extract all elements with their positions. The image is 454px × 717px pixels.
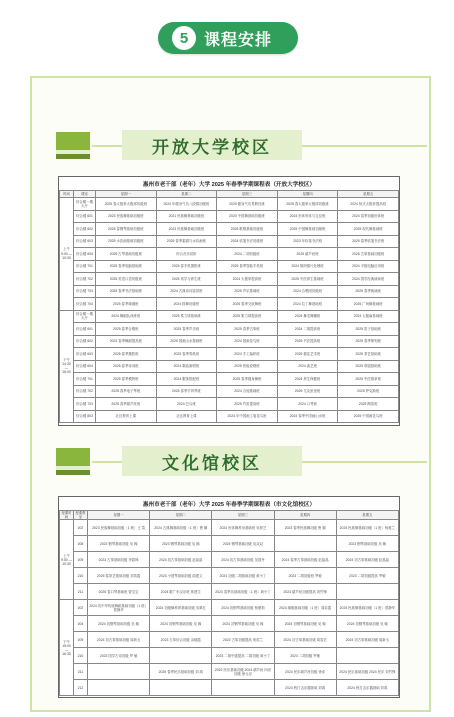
- book-icon: [56, 448, 92, 478]
- room-cell: 综合楼一楼大厅: [74, 198, 96, 211]
- table-header-row: [60, 191, 399, 198]
- course-cell: 2024 民乐基础初级 2024 民乐 刘竹锋: [336, 664, 398, 680]
- room-cell: 综合楼 602: [74, 335, 96, 348]
- book-icon: [56, 132, 92, 162]
- room-cell: 211: [74, 664, 88, 680]
- header-cell: 授课时间: [61, 511, 72, 520]
- header-cell: 星期二: [156, 191, 217, 198]
- course-cell: 2025 现代舞基础班: [338, 223, 399, 236]
- course-cell: 2023 二胡中级提高 二胡初级 黄小丁: [212, 648, 274, 664]
- course-cell: 2025 春口琴基础班 曾宝宝: [88, 584, 150, 600]
- course-cell: 2023 二胡初级提高 罗敏: [336, 568, 398, 584]
- table-row: [60, 680, 399, 696]
- table-row: [60, 616, 399, 632]
- course-cell: 2025 春季智能手机班: [217, 260, 278, 273]
- course-cell: 2025 春季健身操班: [217, 373, 278, 386]
- course-cell: 2023 古筝综合初级 余晓霞: [150, 632, 212, 648]
- room-cell: 综合楼 703: [74, 285, 96, 298]
- header-cell: 星期四: [274, 511, 336, 520]
- course-cell: 2024 形体舞养身基础班 吴树芝: [212, 520, 274, 536]
- course-cell: 2024 吉他基础班: [217, 385, 278, 398]
- section-number: 5: [172, 26, 196, 50]
- course-cell: 2025 中国舞基础初级班: [277, 223, 338, 236]
- course-cell: 2024 太极扇基础班: [338, 310, 399, 323]
- course-cell: 2025 春季电脑基础班: [96, 260, 157, 273]
- course-cell: 2025 广场舞基础班: [338, 298, 399, 311]
- course-cell: 2025 春茶艺基础初级 刘英霞: [88, 568, 150, 584]
- course-cell: 2024 初级舞养养基础初级 吴翠红: [150, 600, 212, 616]
- course-cell: 2024 民族舞基础初级（1 班）曾静华: [336, 600, 398, 616]
- room-cell: 综合楼一楼大厅: [74, 310, 96, 323]
- course-cell: 2023 钢琴基础初级 吴 翰: [88, 536, 150, 552]
- course-cell: 2024 拉丁舞基础班: [277, 298, 338, 311]
- room-cell: 211: [74, 584, 88, 600]
- table-row: [60, 360, 399, 373]
- course-cell: 2025 尤克里里班: [277, 385, 338, 398]
- course-cell: 2023 二胡初级班 罗敏: [274, 568, 336, 584]
- room-cell: 202: [74, 520, 88, 536]
- course-cell: 2021 民族舞基础初级班: [156, 210, 217, 223]
- header-cell: 星期三: [212, 511, 274, 520]
- course-cell: 2024 形体形体与礼仪班: [277, 210, 338, 223]
- course-cell: 2024 排舞初级班: [156, 298, 217, 311]
- course-cell: 2025 春季葫芦丝班: [96, 398, 157, 411]
- course-cell: 2024 国画花鸟班: [217, 335, 278, 348]
- course-cell: 2025 春季交谊舞班: [217, 298, 278, 311]
- course-cell: 2025 春季素描与水彩画班: [156, 235, 217, 248]
- course-cell: 2024 初钢琴基础初级 吴 翰: [274, 616, 336, 632]
- section-number-pill: [158, 22, 298, 54]
- course-cell: 2025 中医养生基础班: [277, 273, 338, 286]
- room-cell: 212: [74, 680, 88, 696]
- course-cell: 2024 歌广东汉乐班 郭建生: [150, 584, 212, 600]
- course-cell: 2025 中国画花鸟班: [338, 410, 399, 423]
- table-row: [60, 335, 399, 348]
- table-row: [60, 398, 399, 411]
- room-cell: 综合楼 704: [74, 298, 96, 311]
- table-row: [60, 248, 399, 261]
- course-cell: 2020 中国舞基础初级班: [217, 210, 278, 223]
- course-cell: 2025 竹笛提高班: [217, 398, 278, 411]
- course-cell: 2024 初古筝基础初级 周新玉: [336, 632, 398, 648]
- course-cell: 2023 葫芦丝初级提高 刘竹锋: [274, 584, 336, 600]
- course-cell: 2025 柔力球基础班: [156, 310, 217, 323]
- course-cell: 2024 春季初级形体班: [338, 210, 399, 223]
- course-cell: 2025 春季摄影班: [96, 348, 157, 361]
- room-cell: 综合楼 601: [74, 323, 96, 336]
- room-cell: 202: [74, 600, 88, 616]
- room-cell: 204: [74, 616, 88, 632]
- room-cell: 综合楼 702: [74, 273, 96, 286]
- course-cell: 2024 歌曲演唱班: [156, 360, 217, 373]
- room-cell: 210: [74, 568, 88, 584]
- room-cell: 综合楼 803: [74, 410, 96, 423]
- table-title: 惠州市老干部（老年）大学 2025 年春季学期课程表（市文化馆校区）: [142, 502, 316, 508]
- course-cell: 2024 舞蹈队训练班: [96, 310, 157, 323]
- course-cell: 2025 插花艺术班: [277, 348, 338, 361]
- period-cell: 下午 15:00 — 16:30: [60, 600, 74, 696]
- table-row: [60, 410, 399, 423]
- course-cell: 2024 数码照片处理班: [277, 260, 338, 273]
- room-cell: 综合楼 702: [74, 385, 96, 398]
- course-cell: 2024 舞龙舞狮班: [277, 310, 338, 323]
- course-cell: 2024 手工编织班: [217, 348, 278, 361]
- table-row: [60, 520, 399, 536]
- course-cell: 2024 二胡提高班: [277, 323, 338, 336]
- schedule-table-cultural-center: [58, 496, 400, 698]
- course-cell: 2025 茶艺基础班: [338, 348, 399, 361]
- course-cell: 2023 古筝基础初级 李碧璋: [88, 552, 150, 568]
- course-cell: 2025 春季诗词班: [96, 360, 157, 373]
- course-cell: 2024 民乐葫芦丝初级 徐邓: [274, 664, 336, 680]
- course-cell: 2025 春太极拳太极球初级班: [277, 198, 338, 211]
- course-cell: [88, 664, 150, 680]
- course-cell: 2024 初级二胡基础初级 黄小丁: [212, 568, 274, 584]
- room-cell: 综合楼 604: [74, 248, 96, 261]
- table-row: [60, 210, 399, 223]
- course-cell: 2023 民族舞基础初级班: [156, 223, 217, 236]
- course-cell: 2024 秋打击乐器基础 刘鸿: [274, 680, 336, 696]
- header-cell: 星期五: [336, 511, 398, 520]
- table-row: [60, 323, 399, 336]
- header-cell: 课室: [74, 191, 96, 198]
- table-row: [60, 664, 399, 680]
- table-row: [60, 260, 399, 273]
- table-row: [60, 373, 399, 386]
- course-cell: 2024 平板电脑应用班: [338, 260, 399, 273]
- course-cell: 2024 初中华传统舞蹈基础初级（1 班）曾静华: [88, 600, 150, 616]
- table-row: [60, 310, 399, 323]
- course-cell: 2025 陶笛班: [338, 398, 399, 411]
- course-cell: 2025 葫芦丝班: [277, 248, 338, 261]
- course-cell: 2025 国画山水基础班: [156, 335, 217, 348]
- course-cell: 2023 春季民族舞初级 鲁 顺: [274, 520, 336, 536]
- course-cell: 2025 春季民乐基础初级 刘 鸿: [150, 664, 212, 680]
- course-cell: 2025 英语口语初级班: [96, 273, 157, 286]
- table-row: [60, 198, 399, 211]
- room-cell: 综合楼 601: [74, 210, 96, 223]
- table-row: [60, 568, 399, 584]
- table-row: [60, 600, 399, 616]
- header-cell: 星期三: [217, 191, 278, 198]
- table-row: [60, 298, 399, 311]
- course-cell: 2025 歌唱基础初级班: [217, 223, 278, 236]
- course-cell: 2024 钢琴基础初级 吴双双: [212, 536, 274, 552]
- table-row: [60, 235, 399, 248]
- schedule-table-open-university: [58, 176, 400, 426]
- course-cell: 2023 二胡初级 罗敏: [274, 648, 336, 664]
- period-cell: 上午 9:00 — 10:30: [60, 520, 74, 600]
- period-cell: 下午 14:30 — 16:00: [60, 310, 74, 423]
- course-cell: 2025 书法提高班: [277, 335, 338, 348]
- course-cell: [150, 680, 212, 696]
- course-cell: 2024 养生保健班: [277, 373, 338, 386]
- course-cell: 综合音乐赏析: [156, 248, 217, 261]
- course-cell: 2023 国学古诗初级 罗 敏: [88, 648, 150, 664]
- room-cell: 综合楼 603: [74, 348, 96, 361]
- course-cell: 2025 健身气功易筋经班: [217, 198, 278, 211]
- course-cell: 2025 粤剧基础班: [338, 360, 399, 373]
- page-title: 课程安排: [204, 31, 273, 49]
- course-cell: 2024 初古筝基础初级 周新玉: [88, 632, 150, 648]
- course-cell: [336, 584, 398, 600]
- course-cell: 2024 杨式太极拳提高班: [338, 198, 399, 211]
- table-row: [60, 223, 399, 236]
- course-cell: 2025 笛子基础班: [338, 323, 399, 336]
- course-cell: 2024 民族舞基础初级（1 班）杨惠兰: [336, 520, 398, 536]
- course-cell: 2025 春季模特班: [96, 373, 157, 386]
- course-cell: 2023 春季乐基础初级（1 班）黄小丁: [212, 584, 274, 600]
- course-cell: 2025 水彩画基础初级班: [96, 235, 157, 248]
- table-row: [60, 648, 399, 664]
- course-cell: 2024 春季古筝基础初级 赵晶晶: [274, 552, 336, 568]
- course-cell: 2024 古典舞基础初级（1 班）鲁 顺: [150, 520, 212, 536]
- course-cell: 2023 民族舞基础初级班: [96, 210, 157, 223]
- header-cell: 星期五: [338, 191, 399, 198]
- course-cell: 2024 年健身气功八段锦初级班: [156, 198, 217, 211]
- course-cell: [336, 648, 398, 664]
- table-row: [60, 273, 399, 286]
- course-cell: 2025 春钢琴基础初级班: [96, 223, 157, 236]
- course-cell: 2024 初古筝基础初级 周春芸: [274, 632, 336, 648]
- section-title-open-university: 开放大学校区: [122, 130, 302, 160]
- course-cell: [274, 536, 336, 552]
- course-cell: 2024 二胡初级班: [217, 248, 278, 261]
- course-cell: 2025 易学与养生班: [156, 273, 217, 286]
- section-title-cultural-center: 文化馆校区: [122, 446, 302, 476]
- course-cell: 2023 民族舞基础初级（1 班）王 荔: [88, 520, 150, 536]
- course-cell: 2024 初古筝基础初级 吴国丹: [212, 552, 274, 568]
- course-cell: [212, 680, 274, 696]
- course-cell: 2025 春季篆刻班: [338, 335, 399, 348]
- course-cell: 2024 合唱团初级班: [277, 285, 338, 298]
- table-title: 惠州市老干部（老年）大学 2025 年春季学期课程表（开放大学校区）: [142, 182, 316, 188]
- schedule-grid: [59, 190, 399, 423]
- course-cell: 2024 服饰搭配班: [156, 373, 217, 386]
- course-cell: 2024 初古筝基础初级 赵晶晶: [336, 552, 398, 568]
- course-cell: 2025 春季剪纸班: [156, 348, 217, 361]
- course-cell: 2025 萨克斯班: [338, 385, 399, 398]
- course-cell: 2025 春季手风琴班: [156, 385, 217, 398]
- table-body: [60, 520, 399, 696]
- table-row: [60, 385, 399, 398]
- course-cell: 2025 古筝基础初级班: [338, 248, 399, 261]
- header-cell: 星期四: [277, 191, 338, 198]
- room-cell: 综合楼 603: [74, 235, 96, 248]
- room-cell: 综合楼 604: [74, 360, 96, 373]
- room-cell: 208: [74, 536, 88, 552]
- table-row: [60, 584, 399, 600]
- table-header-row: [60, 511, 399, 520]
- course-cell: 2024 软笔书法初级班: [217, 235, 278, 248]
- course-cell: [150, 648, 212, 664]
- course-cell: [88, 680, 150, 696]
- course-cell: 2025 春季朗诵班: [338, 285, 399, 298]
- course-cell: 社区教育上课: [156, 410, 217, 423]
- course-cell: 2024 初钢琴基础初级 吴 翰: [212, 616, 274, 632]
- table-row: [60, 632, 399, 648]
- course-cell: 2024 太极拳提高班: [217, 273, 278, 286]
- course-cell: 2025 春手机摄影班: [156, 260, 217, 273]
- course-cell: 2024 瑜伽基础初级（1 班）周彩霞: [274, 600, 336, 616]
- header-cell: 星期一: [96, 191, 157, 198]
- course-cell: 2023 钢琴基础初级 吴 翰: [150, 536, 212, 552]
- table-row: [60, 552, 399, 568]
- table-row: [60, 536, 399, 552]
- schedule-grid: [59, 510, 399, 696]
- header-cell: 时间: [60, 191, 74, 198]
- course-cell: 2023 春季舞蹈提高班: [96, 335, 157, 348]
- course-cell: 2025 春季瑜伽班: [96, 298, 157, 311]
- course-cell: 2025 春季电子琴班: [96, 385, 157, 398]
- course-cell: 2023 年软笔书法班: [277, 235, 338, 248]
- course-cell: 2024 古典诗词鉴赏班: [156, 285, 217, 298]
- course-cell: 2023 小提琴基础初级 曲建文: [150, 568, 212, 584]
- course-cell: 2025 春季古筝班: [217, 323, 278, 336]
- course-cell: 2025 春季声乐班: [156, 323, 217, 336]
- room-cell: 综合楼 701: [74, 373, 96, 386]
- course-cell: 2025 声乐基础班: [217, 285, 278, 298]
- course-cell: 2025 春季软笔书法班: [338, 235, 399, 248]
- table-body: [60, 198, 399, 423]
- room-cell: 209: [74, 552, 88, 568]
- course-cell: 2024 春季中国画山水班: [277, 410, 338, 423]
- course-cell: 2024 秋打击乐器基础 刘鸿: [336, 680, 398, 696]
- course-cell: 2024 初钢琴基础初级 杨蕾莉: [212, 600, 274, 616]
- course-cell: 2023 钢琴基础初级 吴 翰: [336, 536, 398, 552]
- course-cell: 2024 初古筝基础初级 赵晶晶: [150, 552, 212, 568]
- course-cell: 2024 年中国画工笔花鸟班: [217, 410, 278, 423]
- room-cell: 综合楼 602: [74, 223, 96, 236]
- course-cell: 2024 初钢琴基础初级 吴 翰: [88, 616, 150, 632]
- course-cell: 2024 国学经典诵读班: [338, 273, 399, 286]
- course-cell: 2023 古筝初级提高 何英兰: [212, 632, 274, 648]
- course-cell: 2025 古琴基础初级班: [96, 248, 157, 261]
- course-cell: 2025 中医推拿班: [338, 373, 399, 386]
- course-cell: 2025 快板说唱班: [217, 360, 278, 373]
- course-cell: 2024 初钢琴基础初级 吴 翰: [150, 616, 212, 632]
- course-cell: 2024 曲艺班: [277, 360, 338, 373]
- course-cell: 2024 巴乌班: [156, 398, 217, 411]
- header-cell: 星期一: [88, 511, 150, 520]
- period-cell: 上午 9:00 — 10:30: [60, 198, 74, 311]
- table-row: [60, 285, 399, 298]
- course-cell: 2024 初钢琴基础初级 吴 翰: [336, 616, 398, 632]
- course-cell: 2025 春太极拳太极球初级班: [96, 198, 157, 211]
- course-cell: 2025 柔力球提高班: [217, 310, 278, 323]
- room-cell: 综合楼 703: [74, 398, 96, 411]
- course-cell: 2023 民乐基础初级 2024 葫芦丝 四世初级 徐元谷: [212, 664, 274, 680]
- header-cell: 授课教室: [75, 511, 86, 520]
- header-cell: 星期二: [150, 511, 212, 520]
- room-cell: 综合楼 701: [74, 260, 96, 273]
- course-cell: 社区教育上课: [96, 410, 157, 423]
- room-cell: 210: [74, 648, 88, 664]
- course-cell: 2025 春季合唱班: [96, 323, 157, 336]
- course-cell: 2024 口琴班: [277, 398, 338, 411]
- course-cell: 2025 春季书法基础班: [96, 285, 157, 298]
- room-cell: 209: [74, 632, 88, 648]
- table-row: [60, 348, 399, 361]
